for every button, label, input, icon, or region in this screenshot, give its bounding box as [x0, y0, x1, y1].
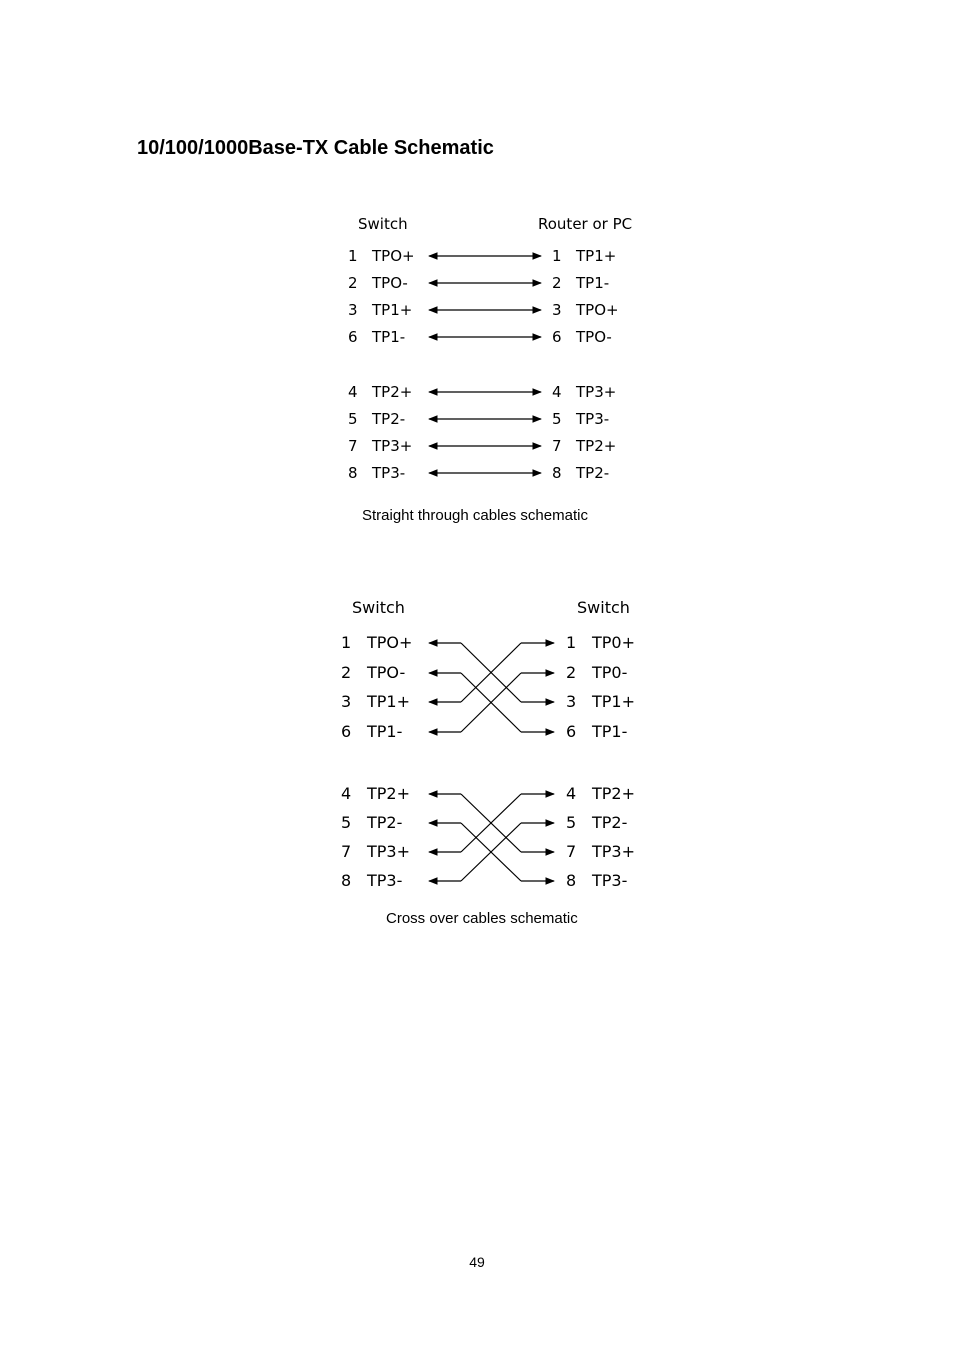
straight-left-pin: 5	[348, 410, 358, 428]
straight-left-signal: TP2-	[372, 410, 406, 428]
cross-right-signal: TP2+	[592, 784, 636, 803]
straight-right-pin: 6	[552, 328, 562, 346]
cross-left-signal: TP2+	[367, 784, 411, 803]
crossover-caption: Cross over cables schematic	[386, 910, 578, 927]
cross-right-pin: 6	[566, 722, 577, 741]
cross-right-pin: 1	[566, 633, 577, 652]
cross-right-pin: 4	[566, 784, 577, 803]
cross-left-signal: TPO-	[367, 663, 406, 682]
straight-left-pin: 7	[348, 437, 358, 455]
straight-left-signal: TP1-	[372, 328, 406, 346]
cross-left-pin: 8	[341, 871, 352, 890]
straight-right-pin: 7	[552, 437, 562, 455]
cross-left-signal: TP1+	[367, 692, 411, 711]
cross-left-pin: 5	[341, 813, 352, 832]
straight-left-pin: 2	[348, 274, 358, 292]
straight-left-signal: TP1+	[372, 301, 413, 319]
cross-left-pin: 4	[341, 784, 352, 803]
section-heading: 10/100/1000Base-TX Cable Schematic	[137, 137, 494, 159]
straight-right-pin: 4	[552, 383, 562, 401]
straight-left-pin: 1	[348, 247, 358, 265]
straight-left-signal: TP2+	[372, 383, 413, 401]
cross-right-signal: TP0+	[592, 633, 636, 652]
cross-left-title: Switch	[352, 598, 405, 617]
straight-left-pin: 4	[348, 383, 358, 401]
page-number: 49	[469, 1254, 485, 1270]
cross-left-pin: 6	[341, 722, 352, 741]
straight-right-signal: TP2-	[576, 464, 610, 482]
straight-through-diagram	[340, 205, 660, 490]
straight-right-signal: TP1-	[576, 274, 610, 292]
straight-right-pin: 8	[552, 464, 562, 482]
cross-right-pin: 7	[566, 842, 577, 861]
cross-right-pin: 8	[566, 871, 577, 890]
straight-right-pin: 2	[552, 274, 562, 292]
cross-right-signal: TP1+	[592, 692, 636, 711]
straight-right-signal: TP2+	[576, 437, 617, 455]
cross-right-signal: TP3+	[592, 842, 636, 861]
cross-left-pin: 7	[341, 842, 352, 861]
cross-right-pin: 2	[566, 663, 577, 682]
straight-right-signal: TP3+	[576, 383, 617, 401]
cross-right-pin: 5	[566, 813, 577, 832]
cross-left-signal: TP3+	[367, 842, 411, 861]
straight-left-signal: TPO+	[372, 247, 415, 265]
straight-left-pin: 6	[348, 328, 358, 346]
cross-right-signal: TP2-	[592, 813, 628, 832]
straight-right-signal: TP1+	[576, 247, 617, 265]
straight-right-signal: TPO+	[576, 301, 619, 319]
straight-right-signal: TPO-	[576, 328, 612, 346]
cross-left-signal: TP3-	[367, 871, 403, 890]
cross-right-signal: TP1-	[592, 722, 628, 741]
straight-right-pin: 1	[552, 247, 562, 265]
straight-left-signal: TP3+	[372, 437, 413, 455]
cross-left-signal: TPO+	[367, 633, 413, 652]
cross-right-signal: TP3-	[592, 871, 628, 890]
cross-left-pin: 1	[341, 633, 352, 652]
straight-left-title: Switch	[358, 215, 408, 233]
straight-right-signal: TP3-	[576, 410, 610, 428]
crossover-diagram	[335, 588, 655, 893]
cross-left-pin: 3	[341, 692, 352, 711]
straight-left-signal: TP3-	[372, 464, 406, 482]
cross-right-signal: TP0-	[592, 663, 628, 682]
straight-left-signal: TPO-	[372, 274, 408, 292]
cross-left-signal: TP2-	[367, 813, 403, 832]
cross-right-title: Switch	[577, 598, 630, 617]
straight-right-title: Router or PC	[538, 215, 633, 233]
straight-right-pin: 3	[552, 301, 562, 319]
straight-left-pin: 3	[348, 301, 358, 319]
straight-right-pin: 5	[552, 410, 562, 428]
straight-left-pin: 8	[348, 464, 358, 482]
straight-caption: Straight through cables schematic	[362, 507, 588, 524]
cross-left-pin: 2	[341, 663, 352, 682]
cross-right-pin: 3	[566, 692, 577, 711]
cross-left-signal: TP1-	[367, 722, 403, 741]
